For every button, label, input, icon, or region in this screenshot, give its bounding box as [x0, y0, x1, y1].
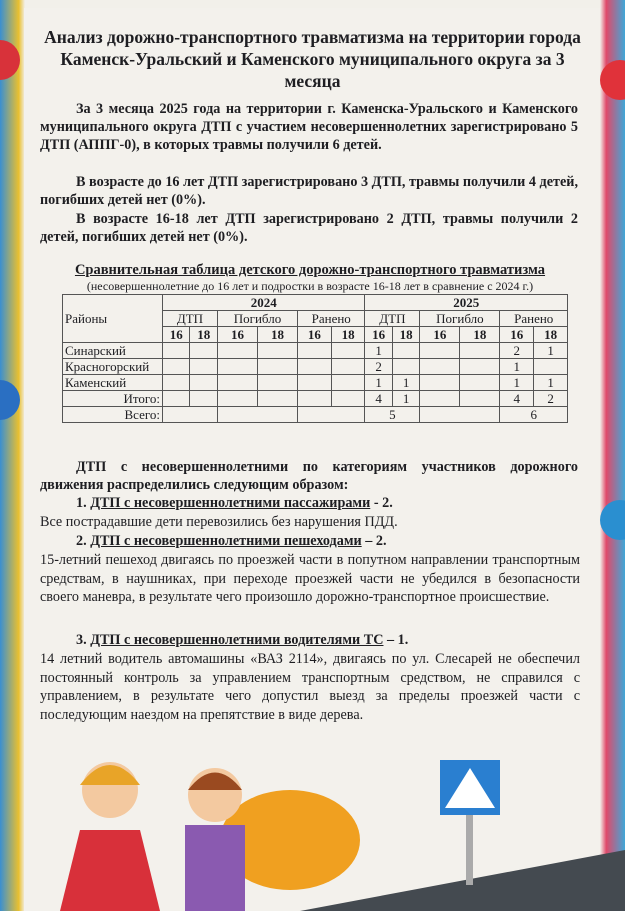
age-header: 16 — [163, 327, 190, 343]
table-cell — [534, 359, 568, 375]
table-cell: 1 — [365, 343, 392, 359]
district-name: Синарский — [63, 343, 163, 359]
table-cell: 1 — [500, 359, 534, 375]
table-cell — [331, 359, 365, 375]
group-header: Ранено — [298, 311, 365, 327]
district-name: Итого: — [63, 391, 163, 407]
table-cell — [163, 359, 190, 375]
age-header: 18 — [331, 327, 365, 343]
table-cell: 2 — [365, 359, 392, 375]
table-cell — [217, 343, 257, 359]
road-sign-decoration — [0, 380, 20, 420]
total-cell — [163, 407, 218, 423]
table-cell — [190, 359, 217, 375]
table-cell: 2 — [500, 343, 534, 359]
age-header: 16 — [500, 327, 534, 343]
table-cell — [298, 391, 332, 407]
age-header: 18 — [460, 327, 500, 343]
table-row — [63, 343, 568, 359]
table-cell — [460, 343, 500, 359]
district-name: Каменский — [63, 375, 163, 391]
table-cell — [298, 375, 332, 391]
table-cell — [298, 359, 332, 375]
total-cell — [217, 407, 297, 423]
table-cell — [257, 359, 297, 375]
table-row — [63, 375, 568, 391]
table-cell — [190, 343, 217, 359]
total-cell: 5 — [365, 407, 420, 423]
age-header: 18 — [534, 327, 568, 343]
age-header: 18 — [257, 327, 297, 343]
page-title: Анализ дорожно-транспортного травматизма на территории города Каменск-Уральский и Каменского муниципального округа за 3 месяца — [44, 27, 581, 91]
group-header: ДТП — [365, 311, 420, 327]
table-cell — [298, 343, 332, 359]
table-cell: 4 — [365, 391, 392, 407]
age-header: 16 — [217, 327, 257, 343]
table-cell — [190, 375, 217, 391]
table-cell: 1 — [365, 375, 392, 391]
intro-paragraph: В возрасте 16-18 лет ДТП зарегистрировано 2 ДТП, травмы получили 2 детей, погибших детей нет (0%). — [40, 211, 578, 245]
table-cell — [392, 343, 419, 359]
category-2-heading: 2. ДТП с несовершеннолетними пешеходами – 2. — [76, 533, 387, 549]
total-row — [63, 407, 568, 423]
table-cell: 4 — [500, 391, 534, 407]
age-header: 16 — [420, 327, 460, 343]
total-cell — [298, 407, 365, 423]
age-header: 18 — [190, 327, 217, 343]
table-cell — [331, 391, 365, 407]
group-header: Погибло — [420, 311, 500, 327]
table-cell — [257, 391, 297, 407]
table-cell — [190, 391, 217, 407]
category-3-heading: 3. ДТП с несовершеннолетними водителями ТС – 1. — [76, 632, 409, 648]
table-cell — [392, 359, 419, 375]
table-cell — [420, 375, 460, 391]
table-cell: 1 — [500, 375, 534, 391]
age-header: 16 — [365, 327, 392, 343]
table-cell — [420, 343, 460, 359]
age-header: 16 — [298, 327, 332, 343]
table-cell: 2 — [534, 391, 568, 407]
children-illustration — [0, 740, 625, 911]
category-2-text: 15-летний пешеход двигаясь по проезжей части в попутном направлении транспортным средствам, в наушниках, при переходе проезжей части не убедился в безопасности своего маневра, в результате чего произошло дорожно-транспортное происшествие. — [40, 552, 580, 605]
table-cell — [460, 391, 500, 407]
table-subtitle: (несовершеннолетние до 16 лет и подростки в возрасте 16-18 лет в сравнение с 2024 г.) — [86, 279, 534, 293]
table-cell: 1 — [392, 391, 419, 407]
road-sign-decoration — [600, 500, 625, 540]
category-1-text: Все пострадавшие дети перевозились без нарушения ПДД. — [40, 514, 398, 530]
total-cell — [420, 407, 500, 423]
age-header: 18 — [392, 327, 419, 343]
table-cell — [331, 375, 365, 391]
total-cell: 6 — [500, 407, 568, 423]
table-title: Сравнительная таблица детского дорожно-транспортного травматизма — [74, 262, 546, 278]
table-cell — [163, 343, 190, 359]
table-cell — [460, 359, 500, 375]
table-cell — [420, 359, 460, 375]
table-cell: 1 — [534, 375, 568, 391]
year-header: 2024 — [163, 295, 365, 311]
road-sign-decoration — [600, 60, 625, 100]
table-cell — [331, 343, 365, 359]
table-cell: 1 — [534, 343, 568, 359]
year-header: 2025 — [365, 295, 568, 311]
table-cell — [217, 391, 257, 407]
table-cell — [163, 391, 190, 407]
table-cell — [257, 375, 297, 391]
district-header: Районы — [63, 295, 163, 343]
category-1-heading: 1. ДТП с несовершеннолетними пассажирами - 2. — [76, 495, 393, 511]
table-cell — [460, 375, 500, 391]
group-header: ДТП — [163, 311, 218, 327]
total-label: Всего: — [63, 407, 163, 423]
table-cell — [217, 375, 257, 391]
table-row — [63, 391, 568, 407]
table-cell — [163, 375, 190, 391]
table-cell — [257, 343, 297, 359]
table-cell: 1 — [392, 375, 419, 391]
road-sign-decoration — [0, 40, 20, 80]
district-name: Красногорский — [63, 359, 163, 375]
category-3-text: 14 летний водитель автомашины «ВАЗ 2114», двигаясь по ул. Слесарей не обеспечил постоянный контроль за управлением транспортным средством, не справился с управлением, в результате чего допустил выезд за пределы проезжей части с последующим наездом на препятствие в виде дерева. — [40, 651, 580, 723]
table-cell — [420, 391, 460, 407]
trauma-table — [62, 294, 568, 423]
group-header: Погибло — [217, 311, 297, 327]
intro-paragraph: В возрасте до 16 лет ДТП зарегистрировано 3 ДТП, травмы получили 4 детей, погибших детей нет (0%). — [40, 174, 578, 208]
table-row — [63, 359, 568, 375]
intro-paragraph: За 3 месяца 2025 года на территории г. Каменска-Уральского и Каменского муниципального округа ДТП с участием несовершеннолетних зарегистрировано 5 ДТП (АППГ-0), в которых травмы получили 6 детей. — [40, 101, 578, 153]
table-cell — [217, 359, 257, 375]
group-header: Ранено — [500, 311, 568, 327]
categories-intro: ДТП с несовершеннолетними по категориям участников дорожного движения распределились следующим образом: — [40, 459, 578, 493]
